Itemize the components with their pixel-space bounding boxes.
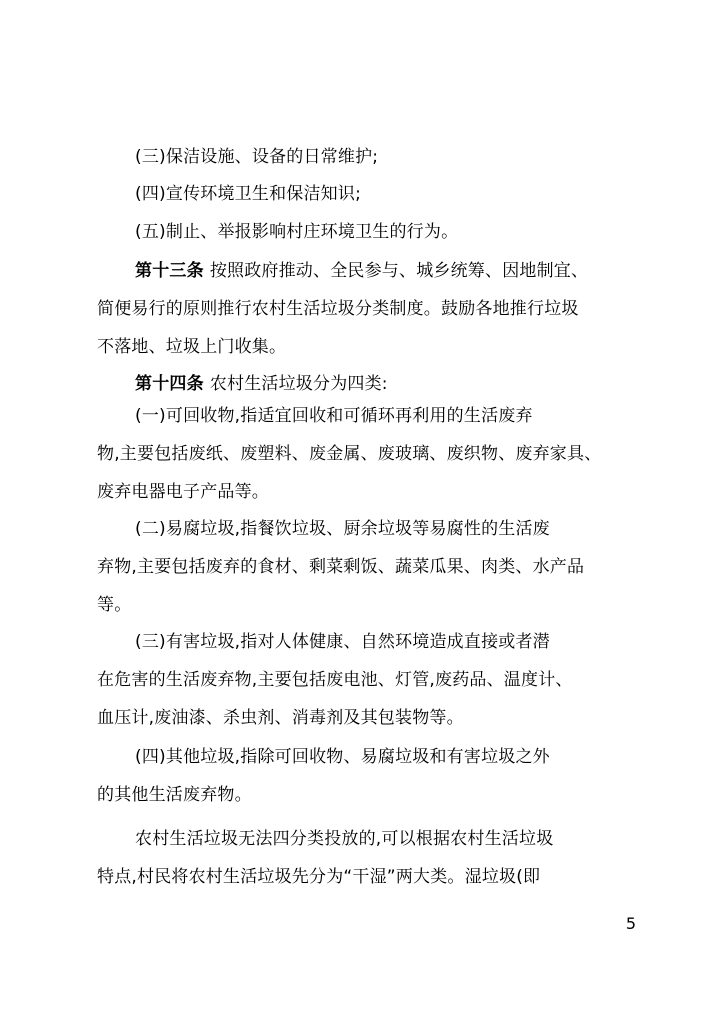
article-14-heading-line: [135, 372, 635, 396]
line-text: 在危害的生活废弃物,主要包括废电池、灯管,废药品、温度计、: [97, 670, 573, 690]
text-line: [135, 220, 635, 244]
text-line: [97, 668, 637, 692]
text-line: [135, 404, 635, 428]
text-line: [135, 745, 635, 769]
text-line: [97, 783, 637, 807]
text-line: [97, 593, 637, 617]
text-line: [135, 182, 635, 206]
line-text: 物,主要包括废纸、废塑料、废金属、废玻璃、废织物、废弃家具、: [97, 444, 602, 464]
line-text: (四)宣传环境卫生和保洁知识;: [135, 184, 361, 204]
article-13-term: 第十三条: [135, 261, 204, 281]
article-14-term: 第十四条: [135, 374, 204, 394]
line-text: (四)其他垃圾,指除可回收物、易腐垃圾和有害垃圾之外: [135, 747, 550, 767]
text-line: [135, 517, 635, 541]
line-text: 等。: [97, 595, 132, 615]
line-text: (三)保洁设施、设备的日常维护;: [135, 147, 379, 167]
text-line: [135, 827, 635, 851]
line-text: (二)易腐垃圾,指餐饮垃圾、厨余垃圾等易腐性的生活废: [135, 519, 550, 539]
text-line: [97, 480, 637, 504]
text-line: [97, 555, 637, 579]
text-line: [97, 335, 637, 359]
article-13-heading-line: [135, 259, 635, 283]
line-text: 农村生活垃圾无法四分类投放的,可以根据农村生活垃圾: [135, 829, 554, 849]
text-line: [97, 865, 637, 889]
line-text: (五)制止、举报影响村庄环境卫生的行为。: [135, 222, 459, 242]
line-text: 废弃电器电子产品等。: [97, 482, 269, 502]
line-text: 血压计,废油漆、杀虫剂、消毒剂及其包装物等。: [97, 708, 464, 728]
text-line: [97, 442, 637, 466]
line-text: 简便易行的原则推行农村生活垃圾分类制度。鼓励各地推行垃圾: [97, 299, 579, 319]
text-line: [135, 630, 635, 654]
line-text: 农村生活垃圾分为四类:: [209, 374, 388, 394]
line-text: (一)可回收物,指适宜回收和可循环再利用的生活废弃: [135, 406, 533, 426]
text-line: [97, 706, 637, 730]
line-text: (三)有害垃圾,指对人体健康、自然环境造成直接或者潜: [135, 632, 550, 652]
text-line: [97, 297, 637, 321]
line-text: 特点,村民将农村生活垃圾先分为“干湿”两大类。湿垃圾(即: [97, 867, 541, 887]
text-line: [135, 145, 635, 169]
line-text: 按照政府推动、全民参与、城乡统筹、因地制宜、: [209, 261, 589, 281]
line-text: 不落地、垃圾上门收集。: [97, 337, 287, 357]
page-number: 5: [625, 914, 636, 933]
line-text: 的其他生活废弃物。: [97, 785, 252, 805]
line-text: 弃物,主要包括废弃的食材、剩菜剩饭、蔬菜瓜果、肉类、水产品: [97, 557, 585, 577]
